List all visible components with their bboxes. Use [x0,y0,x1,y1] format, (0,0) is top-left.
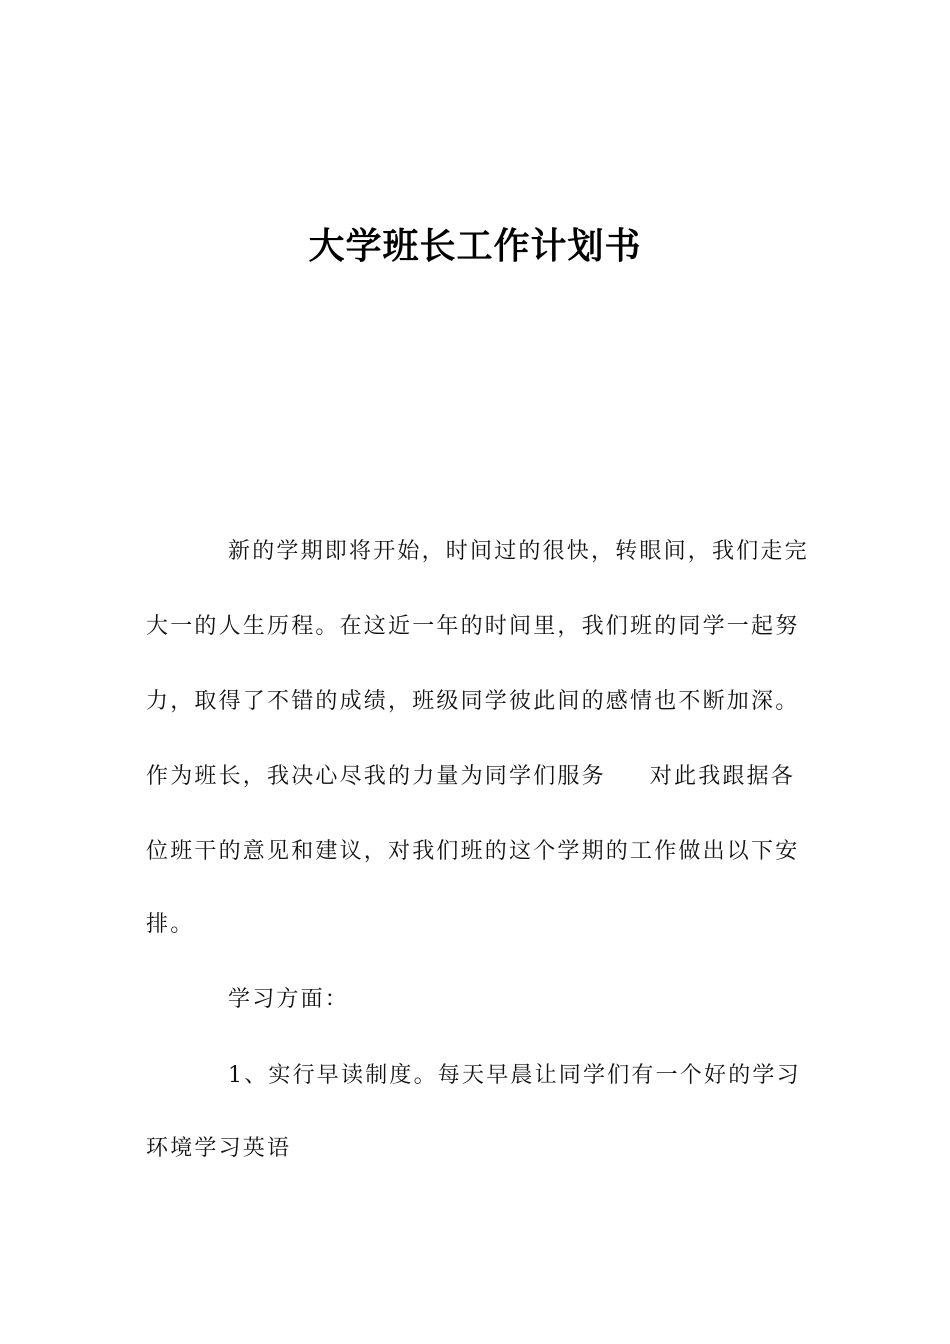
paragraph-line-4-part-1: 作为班长，我决心尽我的力量为同学们服务 [146,764,606,789]
section-heading-study: 学习方面： [228,987,350,1012]
paragraph-line-5: 位班干的意见和建议，对我们班的这个学期的工作做出以下安 [146,839,800,864]
document-title: 大学班长工作计划书 [308,226,642,267]
paragraph-line-4 [146,762,806,792]
paragraph-line-2: 大一的人生历程。在这近一年的时间里，我们班的同学一起努 [146,614,800,639]
paragraph-line-1: 新的学期即将开始，时间过的很快，转眼间，我们走完 [228,539,809,564]
paragraph-line-4-part-2: 对此我跟据各 [649,764,796,789]
list-item-1-line-2: 环境学习英语 [146,1136,292,1161]
paragraph-line-3: 力，取得了不错的成绩，班级同学彼此间的感情也不断加深。 [146,689,800,714]
list-item-1-line-1: 1、实行早读制度。每天早晨让同学们有一个好的学习 [228,1063,801,1088]
paragraph-line-6: 排。 [146,912,195,937]
